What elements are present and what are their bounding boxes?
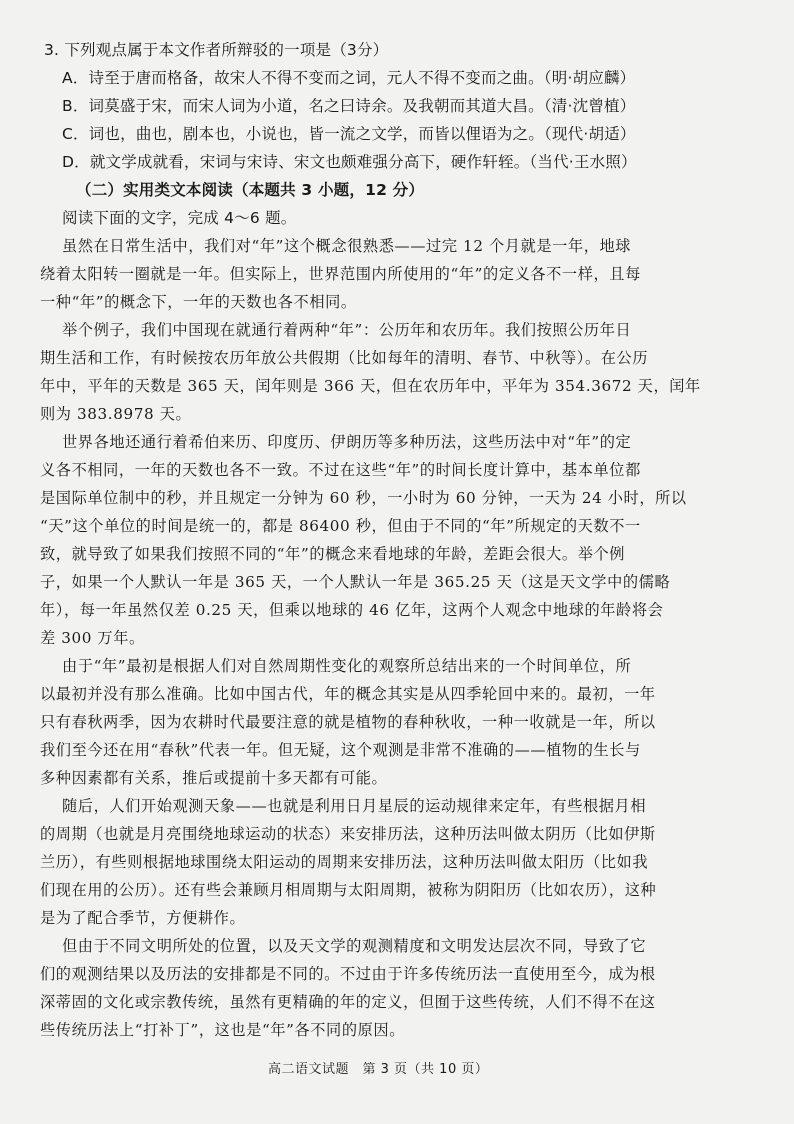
passage-line: 我们至今还在用“春秋”代表一年。但无疑，这个观测是非常不准确的——植物的生长与 xyxy=(40,741,641,759)
passage-line: 兰历），有些则根据地球围绕太阳运动的周期来安排历法，这种历法叫做太阳历（比如我 xyxy=(40,853,649,871)
passage-line: 是为了配合季节，方便耕作。 xyxy=(40,909,246,927)
passage-line: 举个例子，我们中国现在就通行着两种“年”：公历年和农历年。我们按照公历年日 xyxy=(62,321,632,339)
passage-line: 虽然在日常生活中，我们对“年”这个概念很熟悉——过完 12 个月就是一年，地球 xyxy=(62,237,632,255)
passage-line: 子，如果一个人默认一年是 365 天，一个人默认一年是 365.25 天（这是天文学中的儒略 xyxy=(40,573,671,591)
passage-line: “天”这个单位的时间是统一的，都是 86400 秒，但由于不同的“年”所规定的天数不一 xyxy=(40,517,641,535)
passage-line: 以最初并没有那么准确。比如中国古代，年的概念其实是从四季轮回中来的。最初，一年 xyxy=(40,685,656,703)
passage-line: 致，就导致了如果我们按照不同的“年”的概念来看地球的年龄，差距会很大。举个例 xyxy=(40,545,626,563)
passage-line: 是国际单位制中的秒，并且规定一分钟为 60 秒，一小时为 60 分钟，一天为 24 小时，所以 xyxy=(40,489,687,507)
page-footer: 高二语文试题 第 3 页（共 10 页） xyxy=(268,1062,489,1077)
passage-line: 年），每一年虽然仅差 0.25 天，但乘以地球的 46 亿年，这两个人观念中地球的年龄将会 xyxy=(40,601,664,619)
question-3-stem: 3. 下列观点属于本文作者所辩驳的一项是（3分） xyxy=(44,41,389,59)
passage-line: 年中，平年的天数是 365 天，闰年则是 366 天，但在农历年中，平年为 354.3672 天，闰年 xyxy=(40,377,701,395)
option-b: B．词莫盛于宋，而宋人词为小道，名之曰诗余。及我朝而其道大昌。（清·沈曾植） xyxy=(62,97,636,115)
passage-line: 们的观测结果以及历法的安排都是不同的。不过由于许多传统历法一直使用至今，成为根 xyxy=(40,965,656,983)
passage-line: 绕着太阳转一圈就是一年。但实际上，世界范围内所使用的“年”的定义各不一样，且每 xyxy=(40,265,641,283)
passage-line: 但由于不同文明所处的位置，以及天文学的观测精度和文明发达层次不同，导致了它 xyxy=(62,937,647,955)
section-heading: （二）实用类文本阅读（本题共 3 小题，12 分） xyxy=(76,181,425,199)
passage-line: 世界各地还通行着希伯来历、印度历、伊朗历等多种历法，这些历法中对“年”的定 xyxy=(62,433,632,451)
passage-line: 些传统历法上“打补丁”，这也是“年”各不同的原因。 xyxy=(40,1021,405,1039)
passage-line: 期生活和工作，有时候按农历年放公共假期（比如每年的清明、春节、中秋等）。在公历 xyxy=(40,349,649,367)
option-a: A．诗至于唐而格备，故宋人不得不变而之词，元人不得不变而之曲。（明·胡应麟） xyxy=(62,69,636,87)
passage-line: 只有春秋两季，因为农耕时代最要注意的就是植物的春种秋收，一种一收就是一年，所以 xyxy=(40,713,656,731)
passage-line: 差 300 万年。 xyxy=(40,629,145,647)
section-instruction: 阅读下面的文字，完成 4～6 题。 xyxy=(62,209,297,227)
option-c: C．词也，曲也，剧本也，小说也，皆一流之文学，而皆以俚语为之。（现代·胡适） xyxy=(62,125,636,143)
passage-line: 一种“年”的概念下，一年的天数也各不相同。 xyxy=(40,293,357,311)
passage-line: 的周期（也就是月亮围绕地球运动的状态）来安排历法，这种历法叫做太阴历（比如伊斯 xyxy=(40,825,656,843)
passage-line: 则为 383.8978 天。 xyxy=(40,405,192,423)
passage-line: 由于“年”最初是根据人们对自然周期性变化的观察所总结出来的一个时间单位，所 xyxy=(62,657,632,675)
passage-line: 多种因素都有关系，推后或提前十多天都有可能。 xyxy=(40,769,388,787)
passage-line: 们现在用的公历）。还有些会兼顾月相周期与太阳周期，被称为阴阳历（比如农历），这种 xyxy=(40,881,657,899)
passage-line: 随后，人们开始观测天象——也就是利用日月星辰的运动规律来定年，有些根据月相 xyxy=(62,797,647,815)
option-d: D．就文学成就看，宋词与宋诗、宋文也颇难强分高下，硬作轩轾。（当代·王水照） xyxy=(62,153,637,171)
passage-line: 义各不相同，一年的天数也各不一致。不过在这些“年”的时间长度计算中，基本单位都 xyxy=(40,461,641,479)
passage-line: 深蒂固的文化或宗教传统，虽然有更精确的年的定义，但囿于这些传统，人们不得不在这 xyxy=(40,993,656,1011)
